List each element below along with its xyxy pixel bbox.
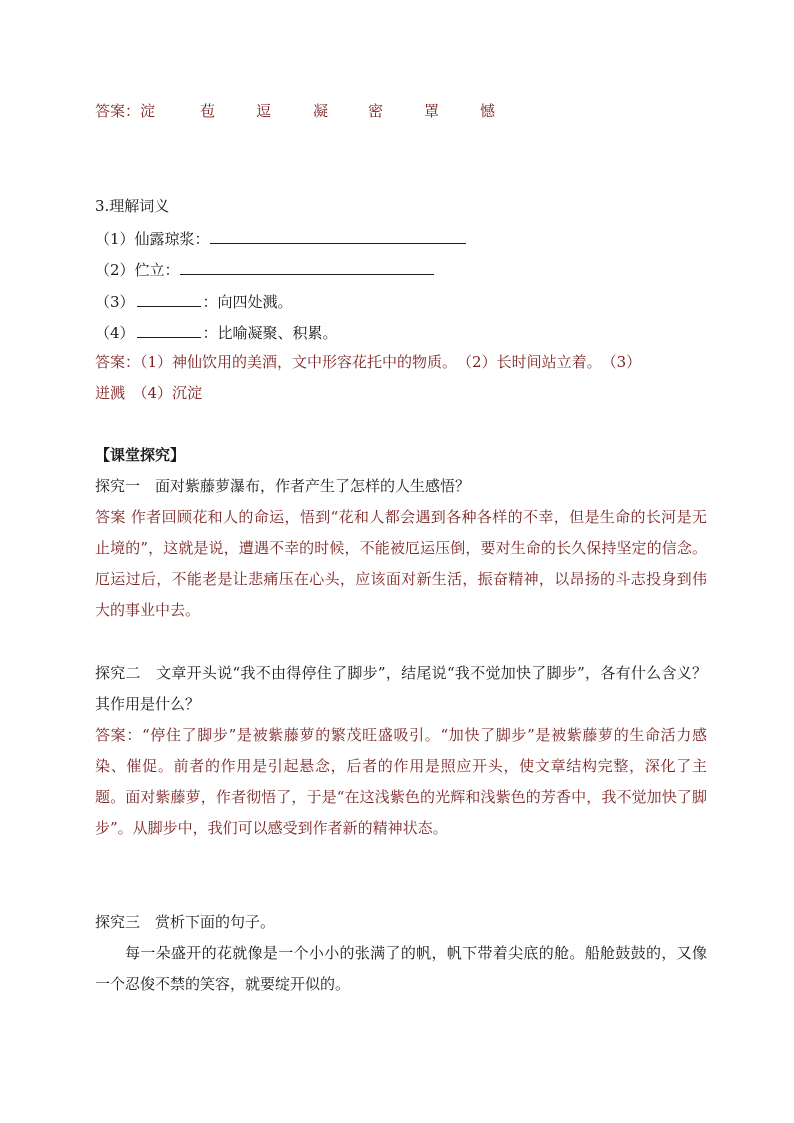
explore3-passage: 每一朵盛开的花就像是一个小小的张满了的帆，帆下带着尖底的舱。船舱鼓鼓的，又像一个忍俊不禁的笑容，就要绽开似的。 bbox=[95, 944, 707, 993]
item-number: （1） bbox=[95, 230, 135, 248]
q3-item-1 bbox=[95, 227, 466, 249]
answer-blank bbox=[137, 290, 201, 307]
q2-answer-char: 憾 bbox=[480, 102, 496, 120]
item-text: 仙露琼浆： bbox=[134, 230, 210, 248]
explore3-question: 探究三 赏析下面的句子。 bbox=[95, 913, 276, 931]
q2-answer-label: 答案： bbox=[95, 102, 141, 120]
item-text: ：向四处溅。 bbox=[202, 293, 293, 311]
item-number: （4） bbox=[95, 324, 135, 342]
q3-title: 3.理解词义 bbox=[95, 197, 170, 215]
answer-blank bbox=[210, 227, 466, 244]
explore1-answer: 答案 作者回顾花和人的命运，悟到“花和人都会遇到各种各样的不幸，但是生命的长河是无止境的”，这就是说，遭遇不幸的时候，不能被厄运压倒，要对生命的长久保持坚定的信念。厄运过后，不能老是让悲痛压在心头，应该面对新生活，振奋精神，以昂扬的斗志投身到伟大的事业中去。 bbox=[95, 508, 707, 619]
section-heading: 【课堂探究】 bbox=[95, 446, 186, 464]
explore2-question: 探究二 文章开头说“我不由得停住了脚步”，结尾说“我不觉加快了脚步”，各有什么含义？其作用是什么？ bbox=[95, 664, 707, 713]
explore2-answer: 答案：“停住了脚步”是被紫藤萝的繁茂旺盛吸引。“加快了脚步”是被紫藤萝的生命活力感染、催促。前者的作用是引起悬念，后者的作用是照应开头，使文章结构完整，深化了主题。面对紫藤萝，作者彻悟了，于是“在这浅紫色的光辉和浅紫色的芳香中，我不觉加快了脚步”。从脚步中，我们可以感受到作者新的精神状态。 bbox=[95, 726, 707, 837]
q3-item-2 bbox=[95, 258, 434, 280]
item-text: ：比喻凝聚、积累。 bbox=[202, 324, 338, 342]
q3-item-3 bbox=[95, 290, 293, 312]
q2-answer-char: 罩 bbox=[424, 102, 440, 120]
q2-answer-char: 逗 bbox=[256, 102, 272, 120]
explore1-question: 探究一 面对紫藤萝瀑布，作者产生了怎样的人生感悟？ bbox=[95, 477, 471, 495]
q2-answer-char: 凝 bbox=[313, 102, 329, 120]
q3-item-4 bbox=[95, 321, 338, 343]
q3-answer-line-2: 迸溅 （4）沉淀 bbox=[95, 384, 203, 402]
item-number: （2） bbox=[95, 261, 135, 279]
item-text: 伫立： bbox=[134, 261, 180, 279]
q2-answer-char: 淀 bbox=[140, 102, 156, 120]
answer-blank bbox=[180, 258, 434, 275]
q2-answer-char: 密 bbox=[368, 102, 384, 120]
item-number: （3） bbox=[95, 293, 135, 311]
answer-blank bbox=[137, 321, 201, 338]
q3-answer-line-1: 答案：（1）神仙饮用的美酒，文中形容花托中的物质。 （2）长时间站立着。 （3） bbox=[95, 353, 642, 371]
q2-answer-char: 苞 bbox=[200, 102, 216, 120]
